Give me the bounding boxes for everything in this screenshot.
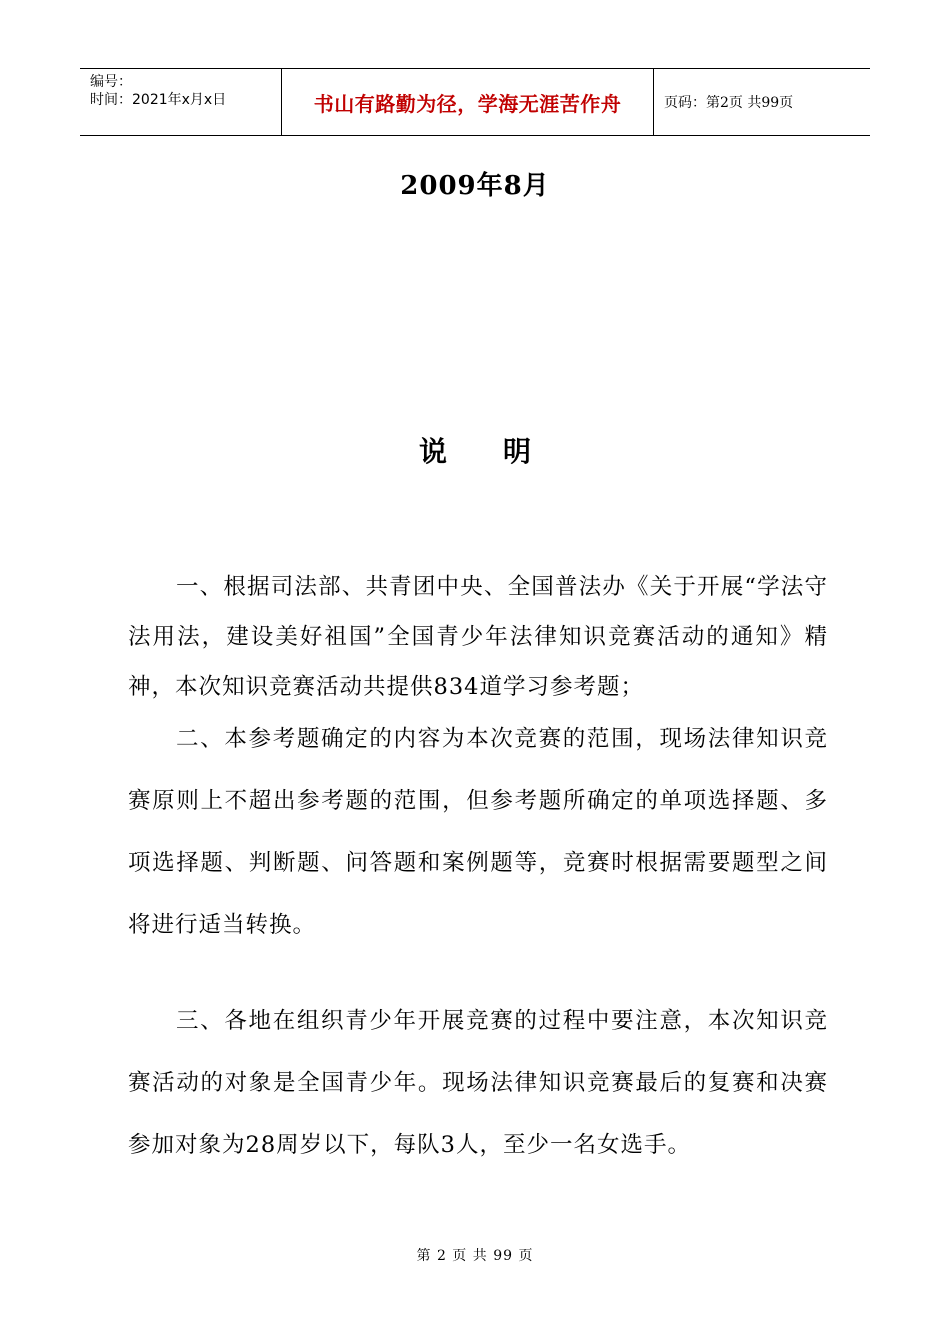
- time-label: 时间：2021年x月x日: [90, 92, 227, 108]
- header-motto-cell: [282, 69, 654, 135]
- header-page-cell: [654, 69, 870, 135]
- section-title: 说明: [418, 435, 587, 468]
- motto-text: 书山有路勤为径，学海无涯苦作舟: [313, 91, 622, 116]
- page-info: 页码：第2页 共99页: [664, 95, 794, 111]
- date-title: 2009年8月: [400, 171, 550, 201]
- number-label: 编号：: [90, 74, 132, 90]
- paragraph-2: 二、本参考题确定的内容为本次竞赛的范围，现场法律知识竞赛原则上不超出参考题的范围，但参考题所确定的单项选择题、多项选择题、判断题、问答题和案例题等，竞赛时根据需要题型之间将进行适当转换。: [128, 726, 828, 938]
- document-header: [80, 68, 870, 136]
- paragraph-1: 一、根据司法部、共青团中央、全国普法办《关于开展“学法守法用法，建设美好祖国”全国青少年法律知识竞赛活动的通知》精神，本次知识竞赛活动共提供834道学习参考题；: [128, 574, 828, 700]
- paragraph-3: 三、各地在组织青少年开展竞赛的过程中要注意，本次知识竞赛活动的对象是全国青少年。现场法律知识竞赛最后的复赛和决赛参加对象为28周岁以下，每队3人，至少一名女选手。: [128, 1008, 828, 1158]
- page-footer: 第 2 页 共 99 页: [416, 1248, 534, 1264]
- header-meta-cell: [80, 69, 282, 135]
